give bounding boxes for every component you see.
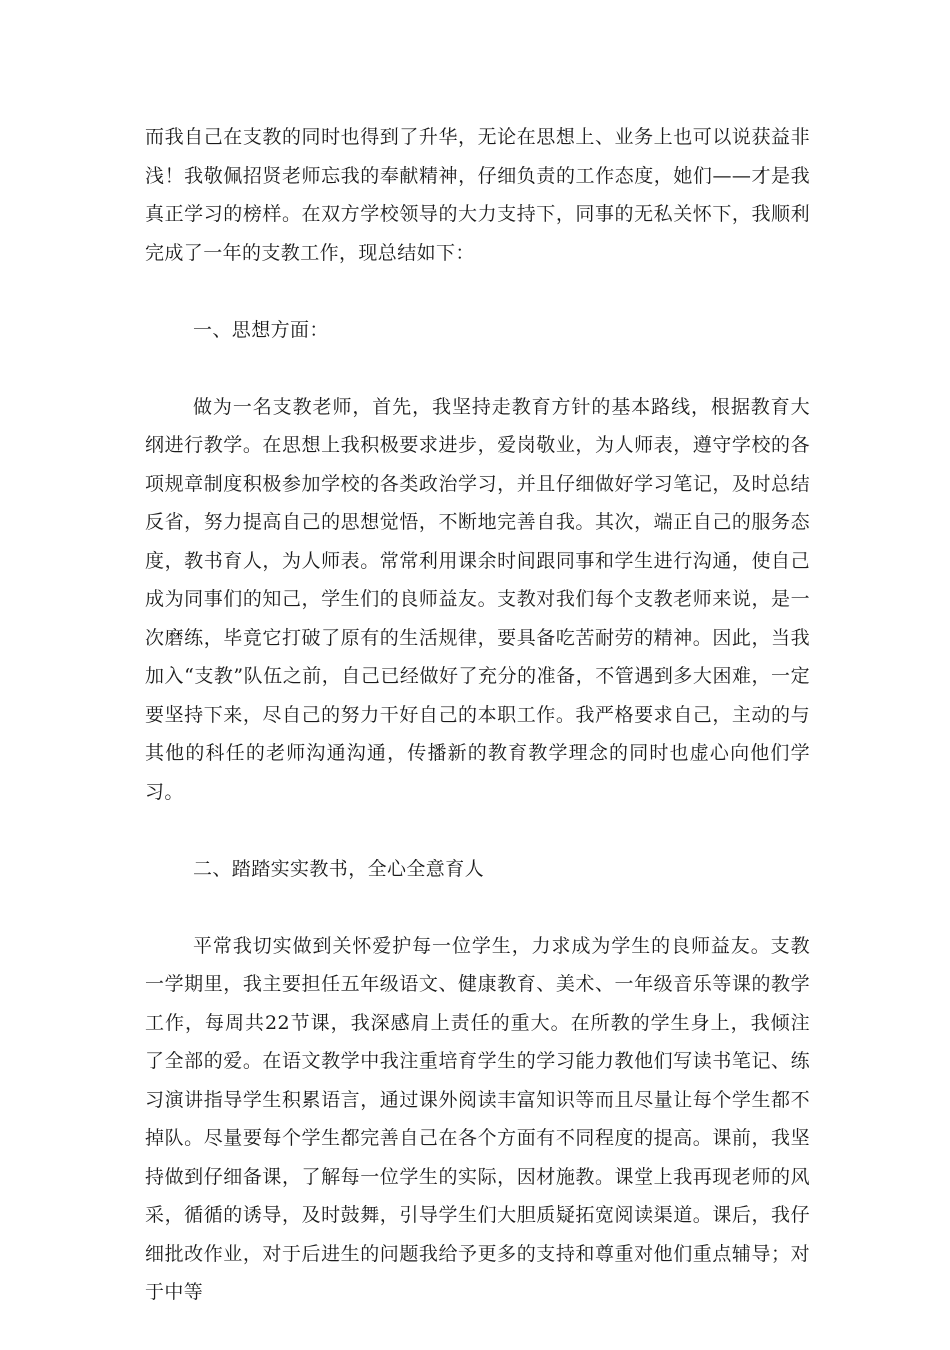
- paragraph-teaching: 平常我切实做到关怀爱护每一位学生，力求成为学生的良师益友。支教一学期里，我主要担任五年级语文、健康教育、美术、一年级音乐等课的教学工作，每周共22节课，我深感肩上责任的重大。在所教的学生身上，我倾注了全部的爱。在语文教学中我注重培育学生的学习能力教他们写读书笔记、练习演讲指导学生积累语言，通过课外阅读丰富知识等而且尽量让每个学生都不掉队。尽量要每个学生都完善自己在各个方面有不同程度的提高。课前，我坚持做到仔细备课，了解每一位学生的实际，因材施教。课堂上我再现老师的风采，循循的诱导，及时鼓舞，引导学生们大胆质疑拓宽阅读渠道。课后，我仔细批改作业，对于后进生的问题我给予更多的支持和尊重对他们重点辅导；对于中等: [145, 934, 810, 1303]
- paragraph-thought: 做为一名支教老师，首先，我坚持走教育方针的基本路线，根据教育大纲进行教学。在思想上我积极要求进步，爱岗敬业，为人师表，遵守学校的各项规章制度积极参加学校的各类政治学习，并且仔细做好学习笔记，及时总结反省，努力提高自己的思想觉悟，不断地完善自我。其次，端正自己的服务态度，教书育人，为人师表。常常利用课余时间跟同事和学生进行沟通，使自己成为同事们的知己，学生们的良师益友。支教对我们每个支教老师来说，是一次磨练，毕竟它打破了原有的生活规律，要具备吃苦耐劳的精神。因此，当我加入“支教”队伍之前，自己已经做好了充分的准备，不管遇到多大困难，一定要坚持下来，尽自己的努力干好自己的本职工作。我严格要求自己，主动的与其他的科任的老师沟通沟通，传播新的教育教学理念的同时也虚心向他们学习。: [145, 395, 810, 803]
- section-heading-teaching: 二、踏踏实实教书，全心全意育人: [193, 857, 485, 880]
- document-body: [145, 118, 810, 1350]
- section-heading-thought: 一、思想方面：: [193, 318, 329, 341]
- paragraph-intro: 而我自己在支教的同时也得到了升华，无论在思想上、业务上也可以说获益非浅！我敬佩招贤老师忘我的奉献精神，仔细负责的工作态度，她们——才是我真正学习的榜样。在双方学校领导的大力支持下，同事的无私关怀下，我顺利完成了一年的支教工作，现总结如下：: [145, 126, 810, 264]
